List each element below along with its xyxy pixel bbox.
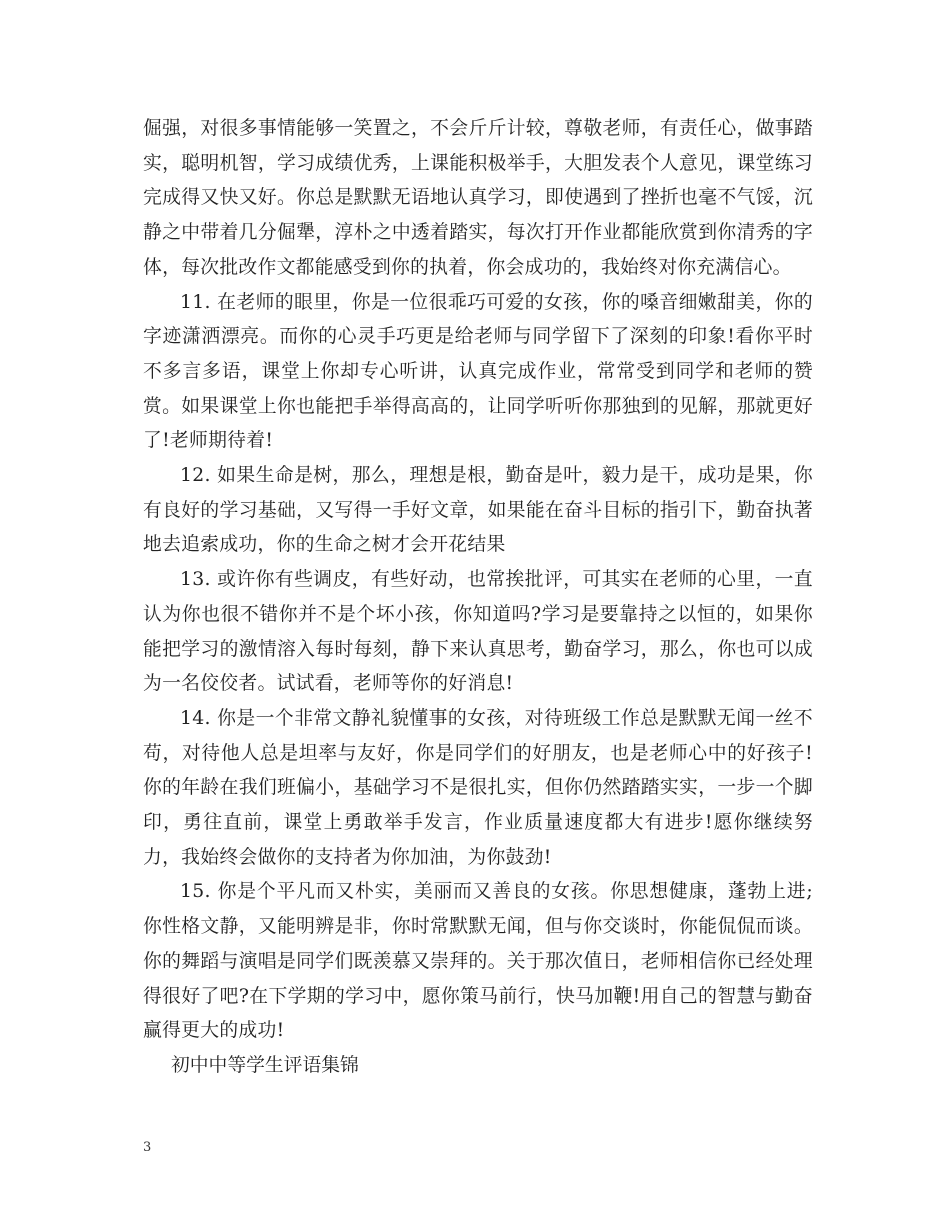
section-title: 初中中等学生评语集锦 <box>171 1054 359 1076</box>
paragraph-comment-13: 13. 或许你有些调皮，有些好动，也常挨批评，可其实在老师的心里，一直认为你也很不错你并不是个坏小孩，你知道吗?学习是要靠持之以恒的，如果你能把学习的激情溶入每时每刻，静下来认真思考，勤奋学习，那么，你也可以成为一名佼佼者。试试看，老师等你的好消息! <box>143 569 813 695</box>
page-number: 3 <box>143 1140 152 1155</box>
paragraph-continuation: 倔强，对很多事情能够一笑置之，不会斤斤计较，尊敬老师，有责任心，做事踏实，聪明机智，学习成绩优秀，上课能积极举手，大胆发表个人意见，课堂练习完成得又快又好。你总是默默无语地认真学习，即使遇到了挫折也毫不气馁，沉静之中带着几分倔犟，淳朴之中透着踏实，每次打开作业都能欣赏到你清秀的字体，每次批改作文都能感受到你的执着，你会成功的，我始终对你充满信心。 <box>143 118 813 278</box>
document-body <box>143 112 813 1084</box>
paragraph-comment-14: 14. 你是一个非常文静礼貌懂事的女孩，对待班级工作总是默默无闻一丝不苟，对待他人总是坦率与友好，你是同学们的好朋友，也是老师心中的好孩子!你的年龄在我们班偏小，基础学习不是很扎实，但你仍然踏踏实实，一步一个脚印，勇往直前，课堂上勇敢举手发言，作业质量速度都大有进步!愿你继续努力，我始终会做你的支持者为你加油，为你鼓劲! <box>143 707 813 868</box>
paragraph-comment-11: 11. 在老师的眼里，你是一位很乖巧可爱的女孩，你的嗓音细嫩甜美，你的字迹潇洒漂亮。而你的心灵手巧更是给老师与同学留下了深刻的印象!看你平时不多言多语，课堂上你却专心听讲，认真完成作业，常常受到同学和老师的赞赏。如果课堂上你也能把手举得高高的，让同学听听你那独到的见解，那就更好了!老师期待着! <box>143 291 813 452</box>
paragraph-comment-15: 15. 你是个平凡而又朴实，美丽而又善良的女孩。你思想健康，蓬勃上进;你性格文静，又能明辨是非，你时常默默无闻，但与你交谈时，你能侃侃而谈。你的舞蹈与演唱是同学们既羡慕又崇拜的。关于那次值日，老师相信你已经处理得很好了吧?在下学期的学习中，愿你策马前行，快马加鞭!用自己的智慧与勤奋赢得更大的成功! <box>143 881 813 1042</box>
paragraph-comment-12: 12. 如果生命是树，那么，理想是根，勤奋是叶，毅力是干，成功是果，你有良好的学习基础，又写得一手好文章，如果能在奋斗目标的指引下，勤奋执著地去追索成功，你的生命之树才会开花结果 <box>143 465 813 556</box>
